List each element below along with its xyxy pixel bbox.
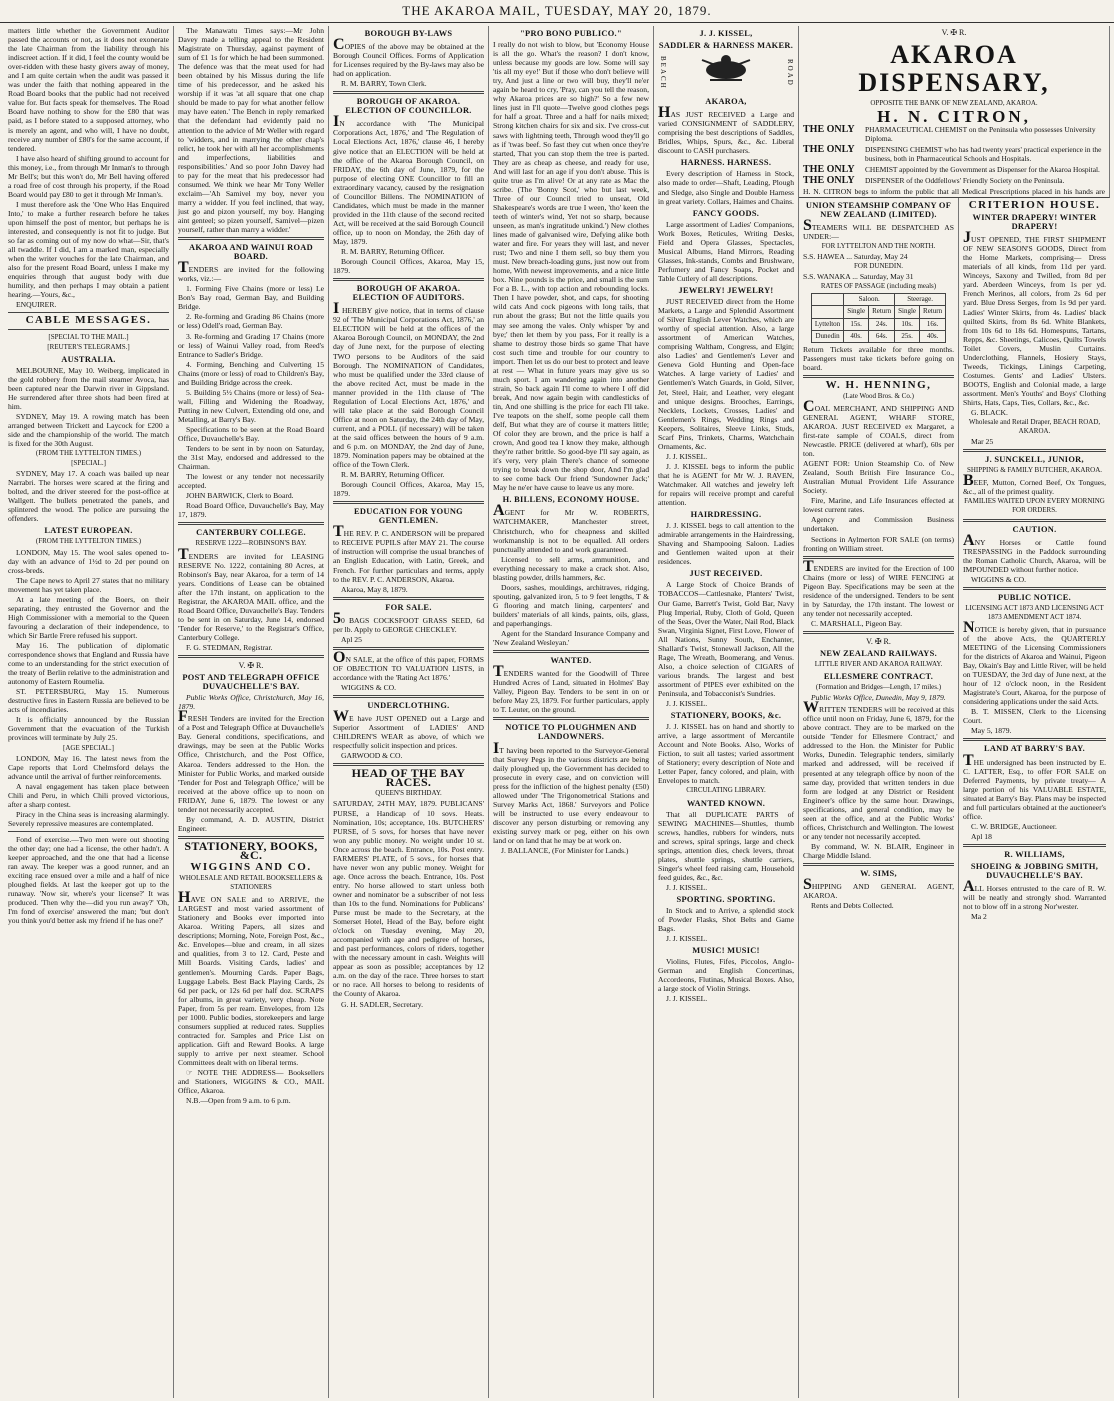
ad-signature: R. M. BARRY, Town Clerk. [341,79,427,89]
ad-heading: CRITERION HOUSE. [968,199,1101,211]
ad-text: Ma 2 [971,912,987,922]
news-item: It is officially announced by the Russian Government that the evacuation of the Turkish provinces will terminate by July 25. [8,715,169,743]
ad-heading: JEWELRY! JEWELRY! [678,285,774,295]
ad-signature: R. M. BARRY, Returning Officer. [341,247,445,257]
ad-heading: BOROUGH OF AKAROA. ELECTION OF AUDITORS. [352,284,465,303]
ad-text: IN accordance with 'The Municipal Corporations Act, 1876,' and 'The Regulation of Local Elections Act, 1876,' clause 46, I hereby give notice that an ELECTION will be held at the office of the Akaroa Borough Council, on FRIDAY, the 6th day of June, 1879, for the purpose of electing ONE Councillor to fill an extraordinary vacancy, caused by the resignation of Councillor Billens. The NOMINATION of Candidates, which must be made in the manner provided in the 11th clause of the second recited Act, will be received at the said Borough Council office, up to noon on Monday, the 26th day of May, 1879. [333,113,484,246]
royal-crest-icon: V. ✠ R. [866,636,891,646]
ad-text: ☞ NOTE THE ADDRESS— Booksellers and Stationers, WIGGINS & CO., MAIL Office, Akaroa. [178,1068,324,1096]
table-cell: Return [920,306,946,318]
ad-text: Every description of Harness in Stock, also made to order—Shaft, Leading, Plough and Sledge, also Single and Double Harness in great variety. Collars, Haimes and Chains. [658,169,794,206]
divider [178,237,324,240]
ad-text: Sections in Aylmerton FOR SALE (on terms) fronting on William street. [803,534,954,553]
ad-text: HAS JUST RECEIVED a Large and varied CONSIGNMENT of SADDLERY, comprising the best descriptions of Saddles, Bridles, Whips, Spurs, &c., &c. Liberal discount to CASH purchasers. [658,104,794,156]
ad-text: NOTICE is hereby given, that in pursuance of the above Acts, the QUARTERLY MEETING of the Licensing Commissioners for the districts of Akaroa and Wainui, Pigeon Bay, Okain's Bay and Little River, will be held on TUESDAY, the 3rd day of June next, at the hour of 12 o'clock noon, in the Resident Magistrate's Court, Akaroa, for the purpose of considering applications under the said Acts. [963,618,1106,707]
table-header: Saloon. [844,294,895,306]
ad-subheading: (Formation and Bridges—Length, 17 miles.) [815,683,942,692]
ad-text: WE have JUST OPENED out a Large and Superior Assortment of LADIES' AND CHILDREN'S WEAR as above, of which we respectfully solicit inspection and prices. [333,708,484,751]
ad-signature: J. J. KISSEL. [666,934,708,944]
ad-text: Large assortment of Ladies' Companions, Work Boxes, Reticules, Writing Desks, Field and Opera Glasses, Spectacles, Musical Albums, Hand Mirrors, Reading Glasses, Ink-stands, Combs and Brushware, Perfumery and Fancy Soaps, Pocket and Table Cutlery of all descriptions. [658,219,794,283]
ad-signature: WIGGINS & CO. [341,683,397,692]
ad-text: S.S. HAWEA ... Saturday, May 24 [803,252,908,262]
table-cell: Dunedin [811,330,843,342]
saddle-icon [696,52,756,94]
ad-heading: AKAROA AND WAINUI ROAD BOARD. [189,243,313,262]
ad-text: Road Board Office, Duvauchelle's Bay, May 17, 1879. [178,501,324,520]
ad-text: ALL Horses entrusted to the care of R. W. will be neatly and strongly shod. Warranted not to blow off in a strong Nor'wester. [963,878,1106,912]
ad-text: Agent for the Standard Insurance Company and 'New Zealand Wesleyan.' [493,629,649,648]
ad-text: ANY Horses or Cattle found TRESPASSING in the Paddock surrounding the Roman Catholic Church, Akaroa, will be IMPOUNDED without further notice. [963,531,1106,574]
table-cell: Single [895,306,920,318]
masthead: THE AKAROA MAIL, TUESDAY, MAY 20, 1879. [0,0,1114,23]
section-heading: LATEST EUROPEAN. [44,526,133,536]
tender-item: 3. Re-forming and Grading 17 Chains (more or less) of Wainui Valley road, from Reed's Entrance to Sadler's Bridge. [178,331,324,359]
table-cell: Return [869,306,895,318]
divider [333,278,484,281]
ad-subheading: FOR LYTTELTON AND THE NORTH. [821,242,936,251]
column-kissel [654,26,799,1398]
ad-signature: G. BLACK. [971,408,1008,418]
news-item: LONDON, May 16. The latest news from the Cape reports that Lord Chelmsford delays the advance until the arrival of further reinforcements. [8,753,169,781]
divider [803,863,954,866]
divider [8,329,169,330]
ad-heading: HEAD OF THE BAY RACES. [351,766,466,790]
only-text: CHEMIST appointed by the Government as Dispenser for the Akaroa Hospital. [865,165,1100,175]
ad-heading: BOROUGH OF AKAROA. ELECTION OF COUNCILLOR. [345,97,472,116]
road-label: ROAD [786,59,794,88]
ad-text: Return Tickets available for three months. Passengers must take tickets before going on board. [803,344,954,372]
ad-text: JUST OPENED, THE FIRST SHIPMENT OF NEW SEASON'S GOODS, Direct from the Home Markets, comprising— Dress materials of all kinds, from 11d per yard. Winceys, Saxony and Twilled, from 8d per yard. Aberdeen Winceys, from 1s per yd. French Merinos, all colors, from 2s 6d per yard. Blue Dress Serges, from 1s 9d per yard. Ladies' Winter Skirts, from 4s. Ladies' black quilted Skirts, from 8s 6d. White Blankets, from 10s 6d to 18s 6d. Homespuns, Tartans, Repps, &c. Sheetings, Calicoes, Quilts Towels Toilet Covers, Muslin Curtains. Underclothing, Flannels, Hosiery Stays, Tweeds, Tickings, Linings Carpeting, Costumes. Gents' and Ladies' Ulsters. BOOTS, English and Colonial made, a large assortment. Men's Youths' and Boys' Clothing Shirts, Hats, Caps, Ties, Collars, &c., &c. [963,229,1106,407]
ad-heading: FANCY GOODS. [692,208,760,218]
letter-signature: ENQUIRER. [16,300,57,310]
ad-subheading: CIRCULATING LIBRARY. [686,786,766,795]
divider [963,587,1106,590]
column-shipping [799,198,959,1398]
divider [333,501,484,504]
ad-heading: NEW ZEALAND RAILWAYS. [820,648,937,658]
ad-signature: C. W. BRIDGE, Auctioneer. [971,821,1057,831]
table-cell: 64s. [869,330,895,342]
ad-subheading: WHOLESALE AND RETAIL BOOKSELLERS & STATIONERS [179,874,323,892]
tender-item: 5. Building 5½ Chains (more or less) of Sea-wall, Filling and Widening the Roadway, Putting in new Culvert, Extending old one, and Metalling, at Barry's Bay. [178,387,324,424]
royal-crest-icon: V. ✠ R. [941,28,967,37]
ad-signature: J. J. KISSEL. [666,451,708,461]
news-item: LONDON, May 15. The wool sales opened to-day with an advance of 1½d to 2d per pound on cross-breds. [8,547,169,575]
ad-text: Apl 18 [971,831,992,841]
table-cell: 16s. [920,318,946,330]
letter-text: matters little whether the Government Auditor passed the accounts or not, as it does not exonerate the late Chairman from the liability through his indiscreet action. If it did, I feel the county would be over-ridden with these hasty givers away of money, and I am quite certain when the audit was passed it was under the faith that nothing appeared in the Road Board books that the public had not received value for. But facts speak for themselves. The Road Board have nothing to show for the £80 that was paid, as I before stated to a supposed attorney, who is merely an agent, and who will, I have no doubt, receive any number of £80's for the same account, if tendered. [8,26,169,153]
poem: I really do not wish to blow, but 'Economy House is all the go. What's the reason? I don't know, unless because my goods are low. Some will say 'tis all my eye!' But if those who don't believe will try, And just a line or two will buy, they'll ne'er again be heard to cry, 'Pray, can you tell the reason, why Akaroa prices are so high?' So a few new lines just in I'll quote—Twelve good clothes pegs for half a groat. Three and a half for nails mixed; Strong kitchen chairs for six and six. I've cross-cut saws with lightning teeth, Through wood they'll go as if 'twas beef. So fast they cut when once they're started, That you can stop them the tree is parted. They are as cheap as cheese, and ready for use, And will last for an age if you don't abuse. This is quite true as I'm alive! Or at any rate as Mac the scribe. (The 'Bonny Scot,' who but last week, Three of our Council tried to unseat, Old Shakespeare's words are true I ween, 'tho' keen the teeth of winter's wind, Yet not so sharp, because unseen, as man's ingratitude unkind.') New clothes lines made of galvanised wire, Defying alike both water and fire. For years they will last, and never rust; Two and nine I them sell, so buy them you must. New breach-loading guns, just now out from home, With newest improvements, and a nice little box. Nine pounds is the price, and small is the sum For a B. L., with top action and rebounding locks. Then I have powder, shot, and caps, for shooting wild cats And cock pigeons with long tails, that run about the grass; But not the little quails you may see among the vales. Only whisper 'by and bye;' then let them by you pass, For it really is a shame to destroy those birds so game That have cost such time and trouble for our country to import. Then let us do our best to protect and leave at rest — What in future years may give us so much sport. I am wandering again into another strain, So back again I'll come to where I off did break, And now again begin with candlesticks of tin, And one shilling is the price for each I'll take. I've teapots on the shelf, some people call them delf, But what they are of course it matters little; Of color they are brown, and the price is half a crown, And good tea I know they make, although they're rather brittle. So good-bye I'll say again, as it's very, very plain There's chance of someone trying to break down the shop door, And I'm glad to see come back Our friend 'Sundowner Jack;' May he ne'er have cause to leave us any more. [493,40,649,493]
news-item: Piracy in the China seas is increasing alarmingly. Severely repressive measures are contemplated. [8,809,169,828]
divider [333,647,484,650]
only-item [803,125,1105,143]
ad-text: Specifications to be seen at the Road Board Office, Duvauchelle's Bay. [178,424,324,444]
news-item: At a late meeting of the Boers, on their separating, they entrusted the Governor and the High Commissioner with a memorial to the Queen favouring a declaration of their independence, to which Sir Bartle Frere refused his support. [8,594,169,640]
ad-subheading: (Late Wood Bros. & Co.) [843,391,914,400]
ad-subheading: LICENSING ACT 1873 AND LICENSING ACT 1873 AMENDMENT ACT 1874. [965,603,1104,621]
section-heading: AUSTRALIA. [61,354,116,364]
ad-text: Doors, sashes, mouldings, architraves, ridging, spouting, galvanized iron, 5 to 9 feet lengths, T & G flooring and match lining, carpenters' and builders' materials of all kinds, paints, oils, glass, and paperhangings. [493,582,649,628]
news-item: ST. PETERSBURG, May 15. Numerous destructive fires in Eastern Russia are believed to be acts of incendiaries. [8,687,169,715]
news-item: MELBOURNE, May 10. Weiberg, implicated in the gold robbery from the mail steamer Avoca, has been captured near the Darwin river in Gippsland. He surrendered after three shots had been fired at him. [8,365,169,411]
ad-text: ON SALE, at the office of this paper, FORMS OF OBJECTION TO VALUATION LISTS, in accordance with the 'Rating Act 1876.' [333,648,484,682]
ad-text: J. J. KISSEL begs to inform the public that he is AGENT for Mr W. J. RAVEN, Watchmaker. All watches and jewelry left for repairs will receive prompt and careful attention. [658,461,794,508]
table-cell [811,306,843,318]
table-cell: 15s. [844,318,869,330]
ad-text: TENDERS are invited for the following works, viz.:— [178,259,324,284]
ad-text: THE REV. P. C. ANDERSON will be prepared to RECEIVE PUPILS after MAY 21. The course of instruction will comprise the usual branches of an English Education, with Latin, Greek, and French. For further particulars and terms, apply to the REV. P. C. ANDERSON, Akaroa. [333,523,484,584]
ad-heading: UNDERCLOTHING. [367,701,450,711]
column-notices [174,26,329,1398]
ad-subheading: Wholesale and Retail Draper, BEACH ROAD, AKAROA. [968,418,1101,436]
ad-heading: WIGGINS AND CO. [190,860,312,873]
divider [333,597,484,600]
ad-text: J. J. KISSEL has on hand and shortly to arrive, a large assortment of Mercantile Account and Note Books. Also, Works of Fiction, to suit all tastes; varied assortment of Stationery; every description of Note and Letter Paper, fancy colored, and plain, with Envelopes to match. [658,722,794,786]
ad-text: THE undersigned has been instructed by E. C. LATTER, Esq., to offer FOR SALE on Deferred Payments, by private treaty— A large portion of his VALUABLE ESTATE, situated at Barry's Bay. Plans may be inspected and full particulars obtained at the auctioneer's office. [963,751,1107,821]
table-cell: 25s. [895,330,920,342]
ad-text: H. N. CITRON begs to inform the public that all Medical Prescriptions placed in his hands are [803,187,1105,197]
ad-signature: GARWOOD & CO. [341,751,403,761]
ad-heading: SHOEING & JOBBING SMITH, DUVAUCHELLE'S BAY. [970,862,1099,881]
table-header: Steerage. [895,294,946,306]
columns [4,26,1110,1398]
ad-subheading: LITTLE RIVER AND AKAROA RAILWAY. [814,660,943,669]
ad-signature: J. J. KISSEL. [666,994,708,1004]
ad-text: Borough Council Offices, Akaroa, May 15, 1879. [333,480,484,499]
divider [803,375,954,378]
anecdote: Fond of exercise.—Two men were out shooting the other day; one had a license, the other hadn't. A keeper approached, and the one that had a license ran away. The keeper was a good runner, and an exciting race ensued over a mile and a half of nice ploughed fields. At last the keeper got up to the runaway. 'Now sir, where's your license?' It was produced. 'Then why the—did you run away?' 'Oh, I'm fond of exercise' answered the man; 'but don't you think you'd better ask my friend if he has one?' [8,834,169,926]
ad-text: I HEREBY give notice, that in terms of clause 92 of 'The Municipal Corporations Act, 1876,' an ELECTION will be held at the offices of the Akaroa Borough Council, on MONDAY, the 2nd day of June next, for the purpose of electing TWO persons to be Auditors of the said Borough. The NOMINATION of Candidates, who must be qualified under the 33rd clause of the above recited Act, must be made in the manner provided in the 11th clause of 'The Regulation of Local Elections Act, 1876,' and will take place at the said Borough Council Office at noon on Saturday, the 24th day of May, current, and a POLL (if necessary) will be taken at the said offices between the hours of 9 a.m. and 6 p.m. on MONDAY, the 2nd day of June, 1879. Nomination papers may be obtained at the office of the Town Clerk. [333,300,484,470]
divider [803,556,954,559]
ad-heading: STATIONERY, BOOKS, &c. [670,711,782,721]
ad-text: Mar 25 [971,437,994,447]
only-label: THE ONLY [803,124,855,136]
ad-text: That all DUPLICATE PARTS of SEWING MACHINES—Shuttles, thumb screws, handles, rubbers for winders, nuts and screws, spiral springs, large and check springs, attention dies, check levers, throat plates, shuttle springs, shuttle carriers, Singer's wheel feed raising cam, Household feed guides, &c., &c. [658,809,794,882]
ad-text: 50 BAGS COCKSFOOT GRASS SEED, 6d per lb. Apply to GEORGE CHECKLEY. [333,609,484,634]
ad-heading: SADDLER & HARNESS MAKER. [658,41,794,51]
letter-text: I have also heard of shifting ground to account for this money, i.e., from through Mr Inman's to through Mr Bell's; but this won't do, Mr Bell having offered a road free of cost through his property, if the Road Board would pay £80 to get it through Mr Inman's. [8,153,169,199]
ad-text: Violins, Flutes, Fifes, Piccolos, Anglo-German and English Concertinas, Accordeons, Flutinas, Musical Boxes. Also, a large stock of Violin Strings. [658,957,794,994]
divider [493,650,649,653]
ad-subheading: RATES OF PASSAGE (including meals) [820,282,937,291]
ad-text: SHIPPING AND GENERAL AGENT, AKAROA. [803,876,954,901]
special-label: [AGE SPECIAL.] [63,743,114,752]
ad-heading: UNION STEAMSHIP COMPANY OF NEW ZEALAND (LIMITED). [805,201,952,220]
only-text: PHARMACEUTICAL CHEMIST on the Peninsula who possesses University Diploma. [865,125,1096,144]
ad-heading: CANTERBURY COLLEGE. [196,528,306,538]
table-row [811,318,945,330]
ad-text: IT having been reported to the Surveyor-General that Survey Pegs in the various districts are being daily ploughed up, the Government has decided to prosecute in every case, and on conviction will press for the infliction of the highest penalty (£50) allowed under 'The Trigonometrical Stations and Survey Marks Act, 1868.' Surveyors and Police will be instructed to use every endeavour to discover any person disturbing or removing any existing survey mark or peg, either on his own land or on land that he may be at work on. [493,739,649,845]
ad-text: S.S. WANAKA ... Saturday, May 31 [803,272,914,282]
beach-label: BEACH [659,56,668,90]
ad-heading: W. SIMS, [860,869,897,878]
table-cell: 10s. [895,318,920,330]
ad-text: STEAMERS WILL BE DESPATCHED AS UNDER:— [803,217,954,242]
ad-heading: JUST RECEIVED. [689,569,763,579]
ad-text: Fire, Marine, and Life Insurances effected at lowest current rates. [803,496,954,515]
table-row [811,330,945,342]
ad-heading: J. SUNCKELL, JUNIOR, [985,455,1084,465]
ad-subheading: FAMILIES WAITED UPON EVERY MORNING FOR ORDERS. [964,497,1105,515]
ad-text: Borough Council Offices, Akaroa, May 15, 1879. [333,257,484,276]
ad-subheading: FOR DUNEDIN. [854,262,903,271]
ad-text: FRESH Tenders are invited for the Erection of a Post and Telegraph Office at Duvauchelle's Bay. General conditions, specifications, and drawings, may be seen at the Public Works Office, Christchurch, and the Post Office, Akaroa. Tenders addressed to the Hon. the Minister for Public Works, and marked outside 'Tender for Post and Telegraph Office,' will be received at the above office up to noon on FRIDAY, June 6, 1879. The lowest or any tender not necessarily accepted. [178,708,324,814]
divider [333,695,484,698]
divider [8,312,169,313]
only-item [803,145,1105,163]
ad-text: Rents and Debts Collected. [811,901,894,911]
ad-signature: WIGGINS & CO. [971,574,1027,584]
divider [963,449,1106,452]
only-text: DISPENSING CHEMIST who has had twenty years' practical experience in the business, both in Pharmaceutical Schools and Hospitals. [865,145,1102,164]
ad-text: The lowest or any tender not necessarily accepted. [178,472,324,491]
ad-text: AGENT for Mr W. ROBERTS, WATCHMAKER, Manchester street, Christchurch, who for cheapness and skilled workmanship is not to be equalled. All orders punctually attended to and work guaranteed. [493,502,649,554]
ad-heading: FOR SALE. [385,602,432,612]
ad-text: A Large Stock of Choice Brands of TOBACCOS—Cattlesnake, Planters' Twist, Our Game, Barrett's Twist, Gold Bar, Navy Plug Imperial, Ruby, Cloth of Gold, Queen of the Seas, Over the Water, Nail Rod, Black Swan, Virginia Signet, First Love, Flower of All Nations, Sunny South, Enchanter, Shallard's Twist, Stonewall Jackson, All the Rage, The Wreath, Boomerang, and Venus. Also, a choice selection of CIGARS of various brands. The largest and best assortment of PIPES ever exhibited on the Peninsula, and Tobacconist's Sundries. [658,580,794,698]
tender-item: 2. Re-forming and Grading 86 Chains (more or less) Odell's road, German Bay. [178,312,324,331]
ad-text: N.B.—Open from 9 a.m. to 6 p.m. [186,1096,291,1106]
divider [8,831,169,832]
only-item [803,176,1105,185]
saddler-emblem [658,52,794,94]
table-cell: 40s. [920,330,946,342]
ad-signature: R. M. BARRY, Returning Officer. [341,470,445,480]
divider [963,738,1106,741]
cable-heading: CABLE MESSAGES. [25,314,152,327]
divider [178,522,324,525]
ad-heading: J. J. KISSEL, [699,29,753,38]
ad-heading: CAUTION. [1012,524,1057,534]
ad-signature: F. G. STEDMAN, Registrar. [186,643,273,652]
only-label: THE ONLY [803,175,855,187]
column-borough [329,26,489,1398]
ad-text: Apl 25 [341,634,362,644]
table-cell: 24s. [869,318,895,330]
news-item: May 16. The publication of diplomatic correspondence shows that England and Russia have come to an understanding for the strict execution of the treaty of Berlin relative to the administration and autonomy of Eastern Roumelia. [8,641,169,687]
ad-signature: J. J. KISSEL. [666,699,708,709]
ad-dateline: Public Works Office, Christchurch, May 16, 1879. [178,693,324,712]
letter-text: I must therefore ask the 'One Who Has Enquired Into,' to make a further research before he takes upon himself the post of mentor, but perhaps he is interested, and consequently is not fit to judge. But so far as coming out of my now do what—Sir, that's all twaddle. If I did, I am a marked man, especially when the writer vouches for the late Chairman, and also for the present Road Board, unless I make my enquiries through that august body with due humility, and then perhaps I may obtain a patient hearing.—Yours, &c., [8,199,169,300]
fares-table [811,293,946,342]
ad-text: In Stock and to Arrive, a splendid stock of Powder Flasks, Shot Belts and Game Bags. [658,906,794,934]
tender-item: 4. Forming, Benching and Culverting 15 Chains (more or less) of road to Children's Bay, and Building Bridge across the creek. [178,359,324,387]
ad-text: TENDERS are invited for LEASING RESERVE No. 1222, containing 80 Acres, at Robinson's Bay, near Akaroa, for a term of 14 years. Conditions of Lease can be obtained after the 17th instant, on application to the Registrar, the AKAROA MAIL office, and the Road Board Office, Duvauchelle's Bay. Tenders to be sent in on Saturday, June 14, endorsed 'Tender for Reserve,' to the Registrar's Office, Canterbury College. [178,545,324,642]
royal-crest-icon: V. ✠ R. [238,661,264,671]
ad-signature: G. H. SADLER, Secretary. [341,999,423,1009]
ad-text: Licensed to sell arms, ammunition, and everything necessary to make a crack shot. Also, blasting powder, drills hammers, &c. [493,554,649,582]
divider [178,655,324,658]
divider [963,844,1106,847]
ad-text: BEEF, Mutton, Corned Beef, Ox Tongues, &c., all of the primest quality. [963,472,1106,497]
ad-heading: HARNESS. HARNESS. [680,158,772,168]
table-cell: Lyttelton [811,318,843,330]
reuters-label: [REUTER'S TELEGRAMS.] [47,342,130,351]
divider [803,631,954,634]
ad-text: HAVE ON SALE and to ARRIVE, the LARGEST and most varied assortment of Stationery and Books ever imported into Akaroa. Writing Papers, all sizes and descriptions; Morning, Note, Foreign Post, &c., &c. Envelopes—blue and cream, in all sizes and qualities, from 3 to 12. Card, Peste and Mill Boards. Visiting Cards, ladies' and gentlemen's. Mourning Cards. Paper Bags, Luggage Labels. Best Back Playing Cards, 2s 6d per pack, or 12s 6d per half doz. SCRAPS for albums, in great variety, very cheap. Note Paper, from 5s per ream. Envelopes, from 12s per 1000. Public bodies, storekeepers and large consumers supplied at reduced rates. Supplies contracted for. Samples and Price List on application. Gift and Reward Books. A large supply to arrive per next steamer. School Committees dealt with on liberal terms. [178,889,324,1067]
only-label: THE ONLY [803,144,855,156]
ad-heading: WANTED KNOWN. [686,798,766,808]
ad-heading: ELLESMERE CONTRACT. [823,672,934,682]
only-label: THE ONLY [803,164,855,176]
ad-text: Agency and Commission Business undertaken. [803,515,954,534]
ad-heading: POST AND TELEGRAPH OFFICE DUVAUCHELLE'S BAY. [182,673,320,692]
news-item: The Manawatu Times says:—Mr John Davey made a telling appeal to the Resident Magistrate on Thursday, against payment of sum of £1 1s for which he had been summoned. The defence was that the meat used for had been obtained by his Missus during the life time of his predecessor, and he asked his worship if it was 'at all square that one chap should be made to pay for what another fellow may have eaten.' The Bench in reply remarked that the defendant had evidently paid no attention to the advice of Mr Weller with regard to 'widders, and in marrying the other chap's relict, he took her with all her accomplishments and imperfections, liabilities and responsibilities.' And so poor John Davey had to pay for the meat that his predecessor had consumed. We think we hear Mr Tony Weller exclaim—'Ah Samivel my boy, never you marry a widder. If you feel inclined, that way, just go and pizon yourself, my boy. Hanging aint genteel; so pizen yourself, Samivel—pizen yourself, rather than marry a widder.' [178,26,324,235]
ad-signature: By command, W. N. BLAIR, Engineer in Charge Middle Island. [803,841,954,860]
table-cell: 40s. [844,330,869,342]
divider [963,519,1106,522]
ad-heading: EDUCATION FOR YOUNG GENTLEMEN. [354,507,463,526]
news-item: SYDNEY, May 19. A rowing match has been arranged between Trickett and Laycock for £200 a side and the championship of the world. The match is fixed for the 30th August. [8,411,169,449]
ad-text: COAL MERCHANT, AND SHIPPING AND GENERAL AGENT, WHARF STORE, AKAROA. JUST RECEIVED ex Margaret, a first-rate sample of COALS, direct from Newcastle. PRICE (delivered at wharf), 60s per ton. [803,397,954,459]
ad-text: May 5, 1879. [971,726,1012,736]
ad-subheading: SHIPPING & FAMILY BUTCHER, AKAROA. [966,466,1103,475]
dispensary-ad [799,26,1110,198]
table-cell: Single [844,306,869,318]
ad-heading: H. BILLENS, ECONOMY HOUSE. [502,495,640,505]
ad-signature: B. T. MISSEN, Clerk to the Licensing Court. [963,707,1106,726]
ad-heading: SPORTING. SPORTING. [676,894,776,904]
ad-text: JUST RECEIVED direct from the Home Markets, a Large and Splendid Assortment of Silver English Lever Watches, which are worthy of special attention. Also, a large assortment of American Watches, comprising Waltham, Congress, and Elgin; also Ladies' and Gentlemen's Lever and Geneva Gold Hunting and Open-face Watches. A large variety of Ladies' and Gentlemen's Watch Guards, in Gold, Silver, Jet, Steel, Hair, and Leather, very elegant and unique designs. Brooches, Earrings, Necklets, Lockets, Crosses, Ladies' and Gentlemen's Rings, Wedding Rings and Keepers, Solitaires, Sleeve Links, Studs, Scarf Pins, Trinkets, Charms, Watchchain Ornaments, &c. [658,297,794,451]
ad-text: TENDERS wanted for the Goodwill of Three Hundred Acres of Land, situated in Holmes' Bay Valley, Pigeon Bay. Tenders to be sent in on or before May 23, 1879. For further particulars, apply to T. Leuter, on the ground. [493,663,649,715]
ad-heading: H. N. CITRON, [877,107,1031,127]
ad-text: COPIES of the above may be obtained at the Borough Council Offices. Forms of Application for Licenses required by the By-laws may also be had on application. [333,36,484,79]
only-text: DISPENSER of the Oddfellows' Friendly Society on the Peninsula. [865,176,1065,186]
ad-text: Akaroa, May 8, 1879. [341,584,408,594]
ad-signature: C. MARSHALL, Pigeon Bay. [811,618,903,628]
ad-text: SATURDAY, 24TH MAY, 1879. PUBLICANS' PURSE, a Handicap of 10 sovs. Heats. Nomination, 10s; acceptance, 10s. BUTCHERS' PURSE, of 5 sovs, for horses that have never won any public money. No weight under 10 st. Once across the beach. Entrance, 10s. Post entry. FARMERS' PLATE, of 5 sovs., for horses that have never won any public money. Weight for age. Once across the beach. Entrance, 10s. Post entry. No horse allowed to start unless both owner and nominator be a subscriber of not less than 10s to the fund. Nominations for Publicans' Purse must be made to the Secretary, at the Somerset Hotel, Head of the Bay, before eight o'clock on Tuesday evening, May 20, accompanied with age and pedigree of horses, and past performances, colors of riders, together with the necessary amount in cash. Weights will appear as soon as possible; acceptances by 12 a.m. on the day of the race. Three horses to start or no race. All horses to belong to residents of the County of Akaroa. [333,799,484,999]
ad-signature: J. BALLANCE, (For Minister for Lands.) [501,846,629,856]
source-label: (FROM THE LYTTELTON TIMES.) [35,537,142,546]
ad-heading: STATIONERY, BOOKS, &C. [184,838,318,862]
ad-heading: MUSIC! MUSIC! [692,946,760,956]
ad-text: Tenders to be sent in by noon on Saturday, the 31st May, endorsed and addressed to the Chairman. [178,444,324,472]
ad-heading: HAIRDRESSING. [690,510,762,520]
ad-subheading: OPPOSITE THE BANK OF NEW ZEALAND, AKAROA. [870,99,1038,108]
ad-signature: J. J. KISSEL. [666,882,708,892]
ad-heading: PUBLIC NOTICE. [997,592,1072,602]
table-header [811,294,843,306]
ad-signature: JOHN BARWICK, Clerk to Board. [186,491,294,501]
divider [493,717,649,720]
divider [333,91,484,94]
ad-text: AGENT FOR: Union Steamship Co. of New Zealand, South British Fire Insurance Co., Australian Mutual Provident Life Assurance Society. [803,459,954,496]
ad-heading: R. WILLIAMS, [1004,849,1065,859]
ad-subheading: QUEEN'S BIRTHDAY. [375,789,442,798]
special-label: [SPECIAL TO THE MAIL.] [48,332,129,341]
ad-heading: WANTED. [550,656,592,666]
tender-item: 1. Forming Five Chains (more or less) Le Bon's Bay road, German Bay, and Building Bridge. [178,284,324,312]
ad-text: TENDERS are invited for the Erection of 100 Chains (more or less) of WIRE FENCING at Pigeon Bay. Specifications may be seen at the residence of the undersigned. Tenders to be sent in by Saturday, the 17th instant. The lowest or any tender not necessarily accepted. [803,557,954,618]
source-label: (FROM THE LYTTELTON TIMES.) [35,449,142,458]
ad-heading: LAND AT BARRY'S BAY. [983,744,1086,754]
column-news [4,26,174,1398]
column-drapery [959,198,1110,1398]
ad-heading: AKAROA DISPENSARY, [858,40,1050,98]
ad-dateline: Public Works Office, Dunedin, May 9, 1879. [811,693,946,703]
ad-subheading: RESERVE 1222—ROBINSON'S BAY. [195,539,307,548]
ad-text: WRITTEN TENDERS will be received at this office until noon on Friday, June 6, 1879, for the above contract. They are to be marked on the outside 'Tender for Ellesmere Contract,' and addressed to the Hon. the Minister for Public Works, Dunedin. Telegraphic tenders, similarly marked and addressed, will be received if presented at any telegraph office by noon of the same day, provided that written tenders in due form are lodged at any District or Resident Engineer's office by the same hour. Drawings, specifications, and general condition, may be seen at the office, and at the Public Works' offices, Christchurch and Wellington. The lowest or any tender not necessarily accepted. [803,699,954,841]
ad-heading: "PRO BONO PUBLICO." [520,29,622,38]
only-item [803,165,1105,174]
ad-heading: NOTICE TO PLOUGHMEN AND LANDOWNERS. [505,723,637,742]
ad-heading: WINTER DRAPERY! WINTER DRAPERY! [972,213,1097,232]
news-item: A naval engagement has taken place between Chili and Peru, in which Chili proved victorious, after a sharp contest. [8,781,169,809]
ad-heading: W. H. HENNING, [825,378,932,391]
ad-subheading: AKAROA, [705,97,747,107]
ad-heading: BOROUGH BY-LAWS [364,29,453,38]
special-label: [SPECIAL.] [71,459,106,468]
column-economy-house [489,26,654,1398]
news-item: SYDNEY, May 17. A coach was bailed up near Narrabri. The horses were scared at the firing and bolted, and the driver steered for the post-office at Wallgett. The bullets penetrated the panels, and splintered the wood. The police are pursuing the offenders. [8,469,169,524]
ad-text: J. J. KISSEL begs to call attention to the admirable arrangements in the Hairdressing, Shaving and Shampooing Saloon. Ladies and Gentlemen waited upon at their residences. [658,521,794,567]
news-item: The Cape news to April 27 states that no military movement has yet taken place. [8,575,169,594]
ad-signature: By command, A. D. AUSTIN, District Engineer. [178,814,324,833]
